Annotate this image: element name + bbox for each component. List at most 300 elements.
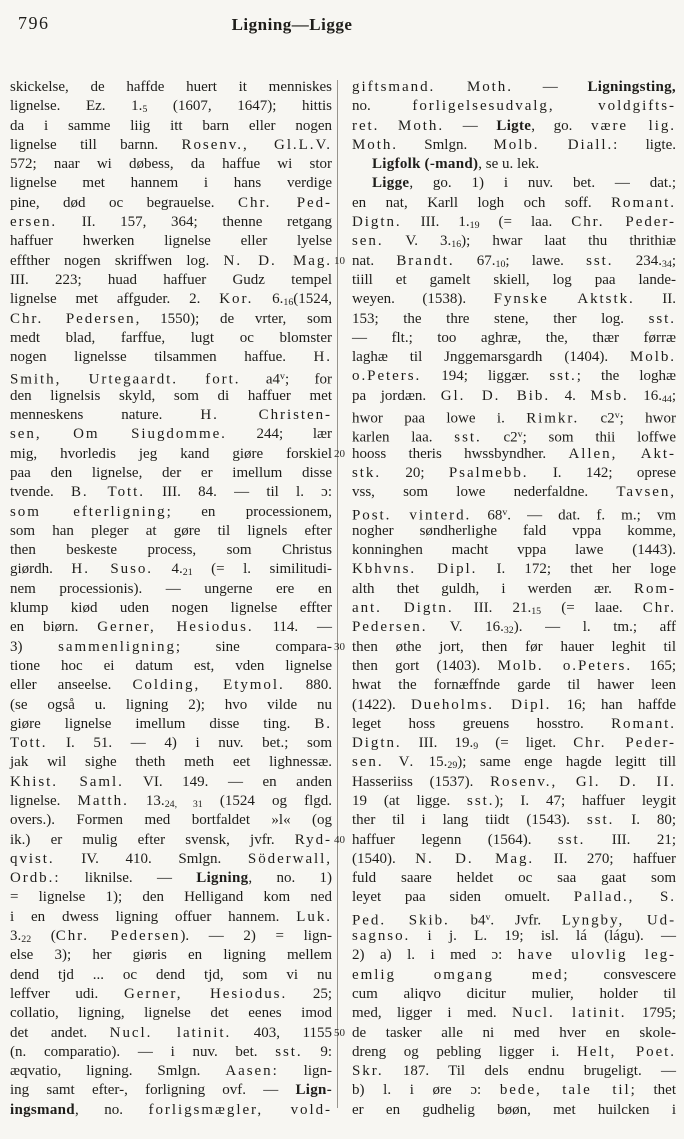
text-segment: Pedersen. — [352, 619, 428, 636]
text-line — [334, 252, 677, 271]
text-segment: Colding, Etymol. — [132, 677, 285, 694]
text-segment: Ryd- — [294, 831, 332, 848]
text-segment: . Jvfr. — [490, 912, 562, 929]
text-line — [352, 425, 676, 444]
text-line — [10, 464, 332, 483]
text-segment: N. D. Mag. — [223, 252, 332, 269]
text-segment: 244; lær — [226, 426, 332, 443]
text-segment: have ulovlig leg- — [517, 947, 676, 964]
text-line — [10, 425, 332, 444]
text-line — [10, 946, 332, 965]
text-segment: 114. — — [253, 619, 332, 636]
text-line — [352, 657, 676, 676]
text-segment: de tasker alle ni med hver en skole- — [352, 1024, 676, 1041]
text-segment: 24, 31 — [164, 799, 203, 811]
text-segment: 165; — [632, 657, 676, 674]
text-segment: ; the loghæ — [576, 368, 676, 385]
text-segment: Fynske Aktstk. — [493, 291, 635, 308]
text-segment: 16. — [628, 387, 662, 404]
text-segment: sst. — [275, 1043, 303, 1060]
text-segment: en nat, Karll logh och soff. — [352, 194, 612, 211]
text-segment: tiill et gamelt skiell, log paa lande- — [352, 271, 676, 288]
page-number: 796 — [18, 13, 50, 33]
text-segment: 6. — [253, 291, 284, 308]
text-segment: v — [517, 429, 523, 441]
text-segment: det andet. — [10, 1024, 110, 1041]
text-segment: Khist. Saml. — [10, 773, 124, 790]
text-segment: (= l. similitudi- — [192, 561, 332, 578]
text-segment: Ligte — [496, 117, 532, 134]
text-line — [334, 638, 676, 657]
text-segment: , no. 1) — [248, 870, 333, 887]
text-segment: Kor. — [219, 291, 254, 308]
text-segment: Post. vinterd. — [352, 506, 472, 523]
text-line — [352, 136, 676, 155]
text-line — [352, 618, 676, 637]
text-segment: ; consvescere — [563, 966, 676, 983]
text-segment: III. 21. — [453, 600, 532, 617]
text-segment: B. Tott. — [70, 484, 145, 501]
text-segment: er en gudhelig bøøn, met huilcken i — [352, 1101, 676, 1118]
text-segment: a4 — [240, 371, 280, 388]
text-line — [10, 1043, 332, 1062]
text-segment: Chr. — [642, 600, 676, 617]
text-segment: 2) a) l. i med ɔ: — [352, 947, 518, 964]
text-line — [10, 638, 332, 657]
text-line — [10, 97, 332, 116]
text-line — [10, 792, 332, 811]
text-segment: ). — l. tm.; aff — [513, 619, 676, 636]
text-segment: Gl. D. Bib. — [440, 387, 551, 404]
text-line — [352, 966, 676, 985]
text-line — [10, 367, 332, 386]
text-segment: Msb. — [590, 387, 629, 404]
text-segment: hwat the fornæffnde garde til hawer leen — [352, 677, 676, 694]
text-segment: eller anseelse. — [10, 677, 133, 694]
text-line — [352, 483, 676, 502]
text-segment: ingsmand — [10, 1101, 75, 1118]
text-segment: 9 — [473, 741, 479, 753]
text-segment: da i samme liig itt barn eller nogen — [10, 117, 332, 134]
text-segment: Ligfolk — [372, 156, 421, 173]
text-segment: Moth. — [398, 117, 445, 134]
text-segment — [379, 118, 398, 134]
text-segment: lign- — [278, 1063, 332, 1080]
text-line — [10, 580, 332, 599]
text-segment: 9: — [302, 1043, 332, 1060]
text-segment: 16; han haffde — [551, 696, 676, 713]
text-segment: c2 — [579, 410, 615, 427]
text-segment: lignelse. Ez. 1. — [10, 98, 143, 115]
text-segment: 44 — [661, 393, 672, 405]
text-line — [10, 252, 332, 271]
column-divider — [337, 80, 338, 1108]
text-segment: konninghen macht vppa lawe (1443). — [352, 542, 676, 559]
text-segment: Rosenv., Gl.L.V. — [181, 136, 332, 153]
text-line — [10, 406, 332, 425]
text-segment: (1540). — [352, 850, 416, 867]
text-segment: 187. Til dels endnu brugeligt. — — [383, 1063, 676, 1080]
text-line — [352, 676, 676, 695]
text-segment: giftsmand. Moth. — [352, 79, 513, 95]
text-segment: Chr. Peder- — [571, 214, 676, 231]
text-segment: Molb. Diall.: — [493, 136, 620, 153]
text-segment: b4 — [449, 912, 486, 929]
text-segment: Rom- — [634, 580, 676, 597]
text-segment: ); hwar laat thu thrithiæ — [461, 233, 676, 250]
text-segment: haffuer legenn (1564). — [352, 831, 558, 848]
text-segment: 15 — [531, 606, 542, 618]
text-segment: sen. V. — [352, 754, 416, 771]
text-line — [352, 580, 676, 599]
text-line — [352, 464, 676, 483]
text-line — [10, 117, 332, 136]
text-segment: — — [444, 117, 497, 134]
text-line — [352, 811, 676, 830]
text-line — [352, 290, 676, 309]
text-segment: nogen lignelsse tilsammen haffue. — [10, 349, 314, 366]
text-line — [10, 811, 332, 830]
text-segment: VI. 149. — en anden — [123, 773, 332, 790]
text-line — [352, 97, 676, 116]
column-left — [10, 78, 332, 1120]
text-segment: den lignelsis skyld, som di haffuer met — [10, 387, 332, 404]
text-line — [352, 329, 676, 348]
text-segment: IV. 410. Smlgn. — [54, 850, 248, 867]
text-segment: Chr. Peder- — [573, 735, 676, 752]
text-segment: ligte. — [619, 136, 676, 153]
text-line — [10, 1004, 332, 1023]
text-segment: Gerner, Hesiodus. — [123, 985, 288, 1002]
text-line — [352, 232, 676, 251]
text-segment: 67. — [454, 252, 496, 269]
text-segment: ; hwor — [619, 410, 676, 427]
text-segment: skickelse, de haffde huert it menniskes — [10, 79, 332, 95]
text-segment: c2 — [481, 429, 518, 446]
text-segment: Ligningsting, — [587, 79, 676, 95]
text-segment: forligelsesudvalg, voldgifts- — [412, 98, 676, 115]
text-segment: I. 142; oprese — [528, 464, 676, 481]
text-line — [352, 367, 676, 386]
text-segment: hooss theris hwssbyndher. — [352, 445, 569, 462]
text-segment: sagnso. — [352, 928, 411, 945]
text-segment: III. 19. — [401, 735, 474, 752]
text-segment: v — [280, 371, 285, 383]
text-segment: laghæ til Jnggemarsgardh (1404). — [352, 349, 630, 366]
text-segment: then beskeste process, som Christus — [10, 542, 332, 559]
text-segment: 29 — [447, 760, 458, 772]
text-segment: (1524, — [293, 291, 332, 308]
text-segment: ; en processionem, — [166, 503, 332, 520]
text-line — [352, 194, 676, 213]
text-segment: sst. — [648, 310, 676, 327]
text-line — [352, 560, 676, 579]
text-segment: Ligning — [196, 870, 249, 887]
text-segment: II. 157, 364; thenne retgang — [57, 214, 332, 231]
text-line — [10, 734, 332, 753]
text-segment: Rimkr. — [526, 410, 580, 427]
text-line — [10, 78, 332, 97]
text-segment: 68 — [471, 506, 503, 523]
text-segment: , se u. lek. — [478, 156, 540, 173]
text-segment: Moth. — [352, 136, 399, 153]
text-segment: som han pleger at gøre til lignels efter — [10, 522, 332, 539]
text-segment: — — [512, 79, 588, 95]
text-line — [352, 908, 676, 927]
text-line — [352, 406, 676, 425]
text-segment: 32 — [503, 625, 514, 637]
text-segment: (= liget. — [478, 735, 574, 752]
text-line — [10, 831, 332, 850]
text-segment: II. 270; haffuer — [534, 850, 676, 867]
text-line — [10, 483, 332, 502]
text-segment: ther til i lang tiidt (1543). — [352, 812, 587, 829]
text-segment: ; for — [284, 371, 332, 388]
text-segment: Nucl. latinit. — [512, 1005, 627, 1022]
text-segment: giøre lignelse imellum disse ting. — [10, 715, 315, 732]
text-line — [352, 348, 676, 367]
text-segment: Nucl. latinit. — [109, 1024, 232, 1041]
text-line — [352, 715, 676, 734]
text-segment: Chr. Pedersen — [55, 928, 181, 945]
text-segment: pa jordæn. — [352, 387, 441, 404]
text-segment: ( — [31, 928, 56, 945]
text-segment: (= laa. — [479, 214, 572, 231]
text-line — [352, 1004, 676, 1023]
margin-line-number: 50 — [334, 1026, 345, 1039]
text-segment: lignelse. — [10, 792, 78, 809]
text-segment: Chr. Ped- — [238, 194, 332, 211]
text-line — [10, 541, 332, 560]
text-line — [352, 1101, 676, 1120]
text-segment: Ligge — [372, 175, 410, 192]
column-right — [334, 78, 677, 1120]
text-line — [352, 387, 676, 406]
text-segment: 10 — [495, 258, 506, 270]
text-segment: ing samt efter-, forligning ovf. — — [10, 1082, 296, 1099]
text-segment: II. — [634, 291, 676, 308]
text-segment: III. 1. — [401, 214, 470, 231]
text-segment: else 3); her giøris en ligning mellem — [10, 947, 332, 964]
text-line — [352, 271, 676, 290]
text-segment: V. 16. — [427, 619, 504, 636]
text-segment: Hasseriiss (1537). — [352, 773, 491, 790]
text-line — [352, 117, 676, 136]
text-line — [10, 696, 332, 715]
text-line — [352, 1081, 676, 1100]
text-segment: 13. — [128, 792, 165, 809]
text-line — [10, 174, 332, 193]
text-line — [352, 522, 676, 541]
text-segment: 153; the thre stene, ther log. — [352, 310, 649, 327]
text-line — [10, 445, 332, 464]
text-segment: o.Peters. — [352, 368, 422, 385]
text-line — [352, 1062, 676, 1081]
text-segment: ; thet — [630, 1082, 676, 1099]
text-segment: 21 — [182, 567, 193, 579]
text-segment: Skr. — [352, 1063, 384, 1080]
text-segment: (1607, 1647); hittis — [147, 98, 332, 115]
text-segment: , go. 1) i nuv. bet. — dat.; — [409, 175, 676, 192]
text-segment: Gerner, Hesiodus. — [97, 619, 254, 636]
text-segment: haffuer hwerken lignelse eller lyelse — [10, 233, 332, 250]
text-segment: v — [502, 506, 508, 518]
text-segment: III. 84. — til l. ɔ: — [144, 484, 332, 501]
text-segment: en biørn. — [10, 619, 98, 636]
text-segment: 19 — [469, 220, 480, 232]
text-segment: 194; liggær. — [421, 368, 550, 385]
text-segment: leget hoss greuens hosstro. — [352, 715, 612, 732]
text-segment: sst. — [586, 252, 614, 269]
text-line — [10, 985, 332, 1004]
text-segment: leffver udi. — [10, 985, 124, 1002]
text-segment: Brandt. — [396, 252, 455, 269]
text-segment: nogher søndherlighe fald vppa komme, — [352, 522, 676, 539]
text-segment: fuld saare heldet oc saa gaat som — [352, 870, 676, 887]
text-line — [334, 1024, 676, 1043]
text-segment: ). — 2) = lign- — [180, 928, 333, 945]
text-line — [10, 850, 332, 869]
text-segment: sst. — [454, 429, 482, 446]
text-segment: Romant. — [611, 194, 676, 211]
text-segment: hwor paa lowe i. — [352, 410, 527, 427]
text-segment: 234. — [613, 252, 662, 269]
text-segment: ; lawe. — [505, 252, 587, 269]
text-segment: karlen laa. — [352, 429, 455, 446]
text-segment: 403, 1155 — [231, 1024, 332, 1041]
text-segment: ersen. — [10, 214, 58, 231]
text-segment: = lignelse 1); den Helligand kom ned — [10, 889, 332, 906]
text-segment: 1795; — [626, 1005, 677, 1022]
text-segment: tvende. — [10, 484, 71, 501]
text-line — [10, 213, 332, 232]
text-segment: giørdh. — [10, 561, 72, 578]
text-segment: ); same enge hagde legitt till — [457, 754, 676, 771]
text-line — [352, 869, 676, 888]
text-segment: være lig. — [591, 117, 677, 134]
text-line — [10, 387, 332, 406]
text-line — [352, 850, 676, 869]
text-segment: mig, hvorledis jeg kand giøre forskiel — [10, 445, 332, 462]
text-segment: Lign- — [295, 1082, 332, 1099]
text-segment: sen. — [352, 233, 384, 250]
text-segment: pine, død oc begrauelse. — [10, 194, 239, 211]
text-line — [352, 773, 676, 792]
text-segment: nem processionis). — ungerne ere en — [10, 580, 332, 597]
text-line — [10, 599, 332, 618]
text-segment: Chr. Pedersen — [10, 310, 136, 327]
text-segment: Smlgn. — [398, 136, 494, 153]
text-segment: 25; — [287, 985, 332, 1002]
text-segment: ; — [671, 387, 676, 404]
text-segment: lignelse till barnn. — [10, 136, 182, 153]
text-segment: Digtn. — [352, 735, 402, 752]
text-segment: Luk. — [296, 908, 332, 925]
text-line — [10, 271, 332, 290]
text-segment: Smith, Urtegaardt. fort. — [10, 371, 241, 388]
text-segment: Kbhvns. Dipl. — [352, 561, 478, 578]
text-segment: Dueholms. Dipl. — [411, 696, 552, 713]
text-line — [352, 696, 676, 715]
text-line — [352, 541, 676, 560]
text-line — [10, 522, 332, 541]
running-title: Ligning—Ligge — [231, 15, 353, 34]
text-segment: liknilse. — — [60, 870, 197, 887]
text-segment: I. 172; thet her loge — [477, 561, 676, 578]
text-line — [10, 560, 332, 579]
text-segment: ant. Digtn. — [352, 600, 454, 617]
text-line — [352, 946, 676, 965]
text-segment: v — [614, 410, 620, 422]
text-segment: III. 21; — [585, 831, 676, 848]
text-segment: collatio, ligning, lignelse det eenes imod — [10, 1005, 332, 1022]
text-segment: III. 223; huad haffuer Gudz tempel — [10, 271, 332, 288]
text-line — [10, 715, 332, 734]
margin-line-number: 10 — [334, 254, 345, 267]
text-segment: sen, Om Siugdomme. — [10, 426, 227, 443]
text-line — [352, 753, 676, 772]
text-segment: Matth. — [77, 792, 129, 809]
text-segment: H. — [313, 349, 332, 366]
text-segment: Digtn. — [352, 214, 402, 231]
text-line — [352, 927, 676, 946]
text-segment: med, ligger i med. — [352, 1005, 513, 1022]
text-segment: lignelse met hannem i hans verdige — [10, 175, 332, 192]
text-segment: b) l. i øre ɔ: — [352, 1082, 500, 1099]
text-segment: Allen, Akt- — [568, 445, 676, 462]
text-line — [10, 329, 332, 348]
text-line — [10, 966, 332, 985]
text-segment: effther nogen skriffwen log. — [10, 252, 224, 269]
text-segment: ; — [671, 252, 677, 269]
text-segment: N. D. Mag. — [415, 850, 535, 867]
text-segment: 572; naar wi døbess, da haffue wi stor — [10, 156, 332, 173]
text-segment: i en dwess ligning offuer hannem. — [10, 908, 297, 925]
text-segment: Aasen: — [225, 1063, 279, 1080]
text-segment: klump kiød uden nogen lignelse effter — [10, 600, 332, 617]
text-segment: Molb. o.Peters. — [497, 657, 633, 674]
text-segment: 20; — [381, 464, 449, 481]
text-segment: . — dat. f. m.; vm — [507, 506, 677, 523]
text-line — [352, 985, 676, 1004]
text-segment: leyet paa siden omuelt. — [352, 889, 574, 906]
text-segment: nat. — [352, 252, 397, 269]
text-line — [10, 136, 332, 155]
text-segment: 4. — [153, 561, 183, 578]
text-segment: 4. — [550, 387, 591, 404]
text-segment: 22 — [21, 934, 32, 946]
text-segment: sst. — [549, 368, 577, 385]
margin-line-number: 30 — [334, 640, 345, 653]
text-segment: ret. — [352, 117, 380, 134]
text-segment: , go. — [531, 117, 592, 134]
text-segment: 16 — [451, 239, 462, 251]
text-line — [10, 232, 332, 251]
text-line — [10, 676, 332, 695]
text-segment: menneskens nature. — [10, 407, 201, 424]
text-line — [10, 888, 332, 907]
text-segment: Romant. — [611, 715, 676, 732]
text-line — [10, 1101, 332, 1120]
text-segment: , no. — [74, 1101, 149, 1118]
text-line — [10, 503, 332, 522]
text-segment: 34 — [661, 258, 672, 270]
text-line — [10, 1081, 332, 1100]
text-line — [10, 869, 332, 888]
text-segment: (n. comparatio). — i nuv. bet. — [10, 1043, 276, 1060]
text-segment: 16 — [283, 297, 294, 309]
text-segment: ik.) er mulig efter svensk, jvfr. — [10, 831, 295, 848]
